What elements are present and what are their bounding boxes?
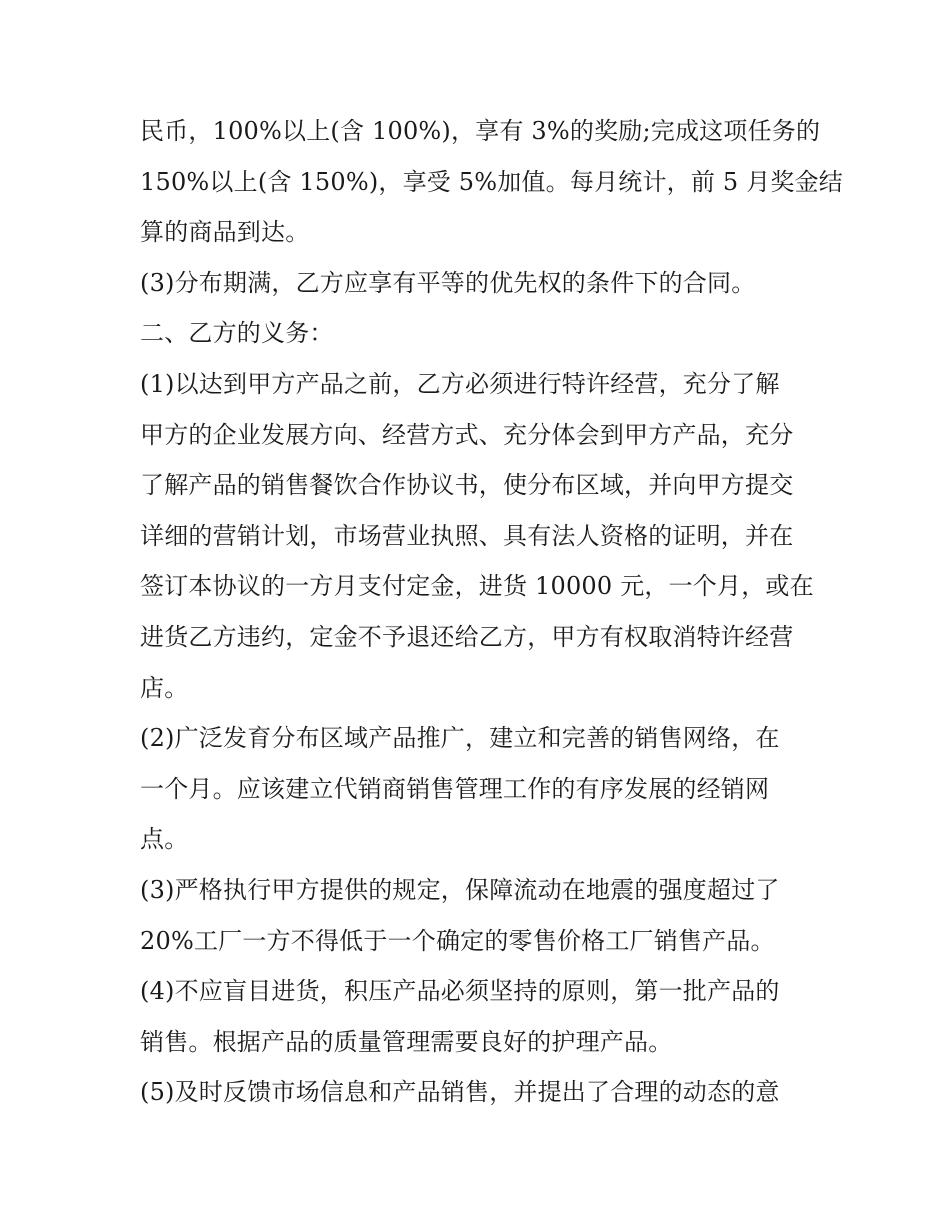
text-line: 一个月。应该建立代销商销售管理工作的有序发展的经销网 (140, 774, 770, 803)
text-line: (4)不应盲目进货，积压产品必须坚持的原则，第一批产品的 (140, 977, 780, 1006)
text-line: (3)分布期满，乙方应享有平等的优先权的条件下的合同。 (140, 268, 756, 297)
text-line: 150%以上(含 150%)，享受 5%加值。每月统计，前 5 月奖金结 (140, 167, 844, 196)
text-line: 民币，100%以上(含 100%)，享有 3%的奖励;完成这项任务的 (140, 117, 821, 145)
text-line: 20%工厂一方不得低于一个确定的零售价格工厂销售产品。 (140, 926, 775, 955)
text-line: 了解产品的销售餐饮合作协议书，使分布区域，并向甲方提交 (140, 471, 794, 500)
text-line: 点。 (140, 825, 189, 854)
text-line: (5)及时反馈市场信息和产品销售，并提出了合理的动态的意 (140, 1078, 780, 1107)
text-line: 甲方的企业发展方向、经营方式、充分体会到甲方产品，充分 (140, 420, 794, 449)
text-line: 算的商品到达。 (140, 218, 310, 247)
section-heading: 二、乙方的义务： (140, 319, 334, 348)
text-line: 店。 (140, 673, 189, 702)
text-line: 签订本协议的一方月支付定金，进货 10000 元，一个月，或在 (140, 572, 814, 601)
text-line: (2)广泛发育分布区域产品推广，建立和完善的销售网络，在 (140, 724, 780, 753)
text-line: 销售。根据产品的质量管理需要良好的护理产品。 (140, 1027, 673, 1056)
text-line: 详细的营销计划，市场营业执照、具有法人资格的证明，并在 (140, 521, 794, 550)
text-line: 进货乙方违约，定金不予退还给乙方，甲方有权取消特许经营 (140, 622, 794, 651)
text-line: (1)以达到甲方产品之前，乙方必须进行特许经营，充分了解 (140, 369, 780, 398)
document-body (140, 106, 844, 1118)
text-line: (3)严格执行甲方提供的规定，保障流动在地震的强度超过了 (140, 875, 780, 904)
